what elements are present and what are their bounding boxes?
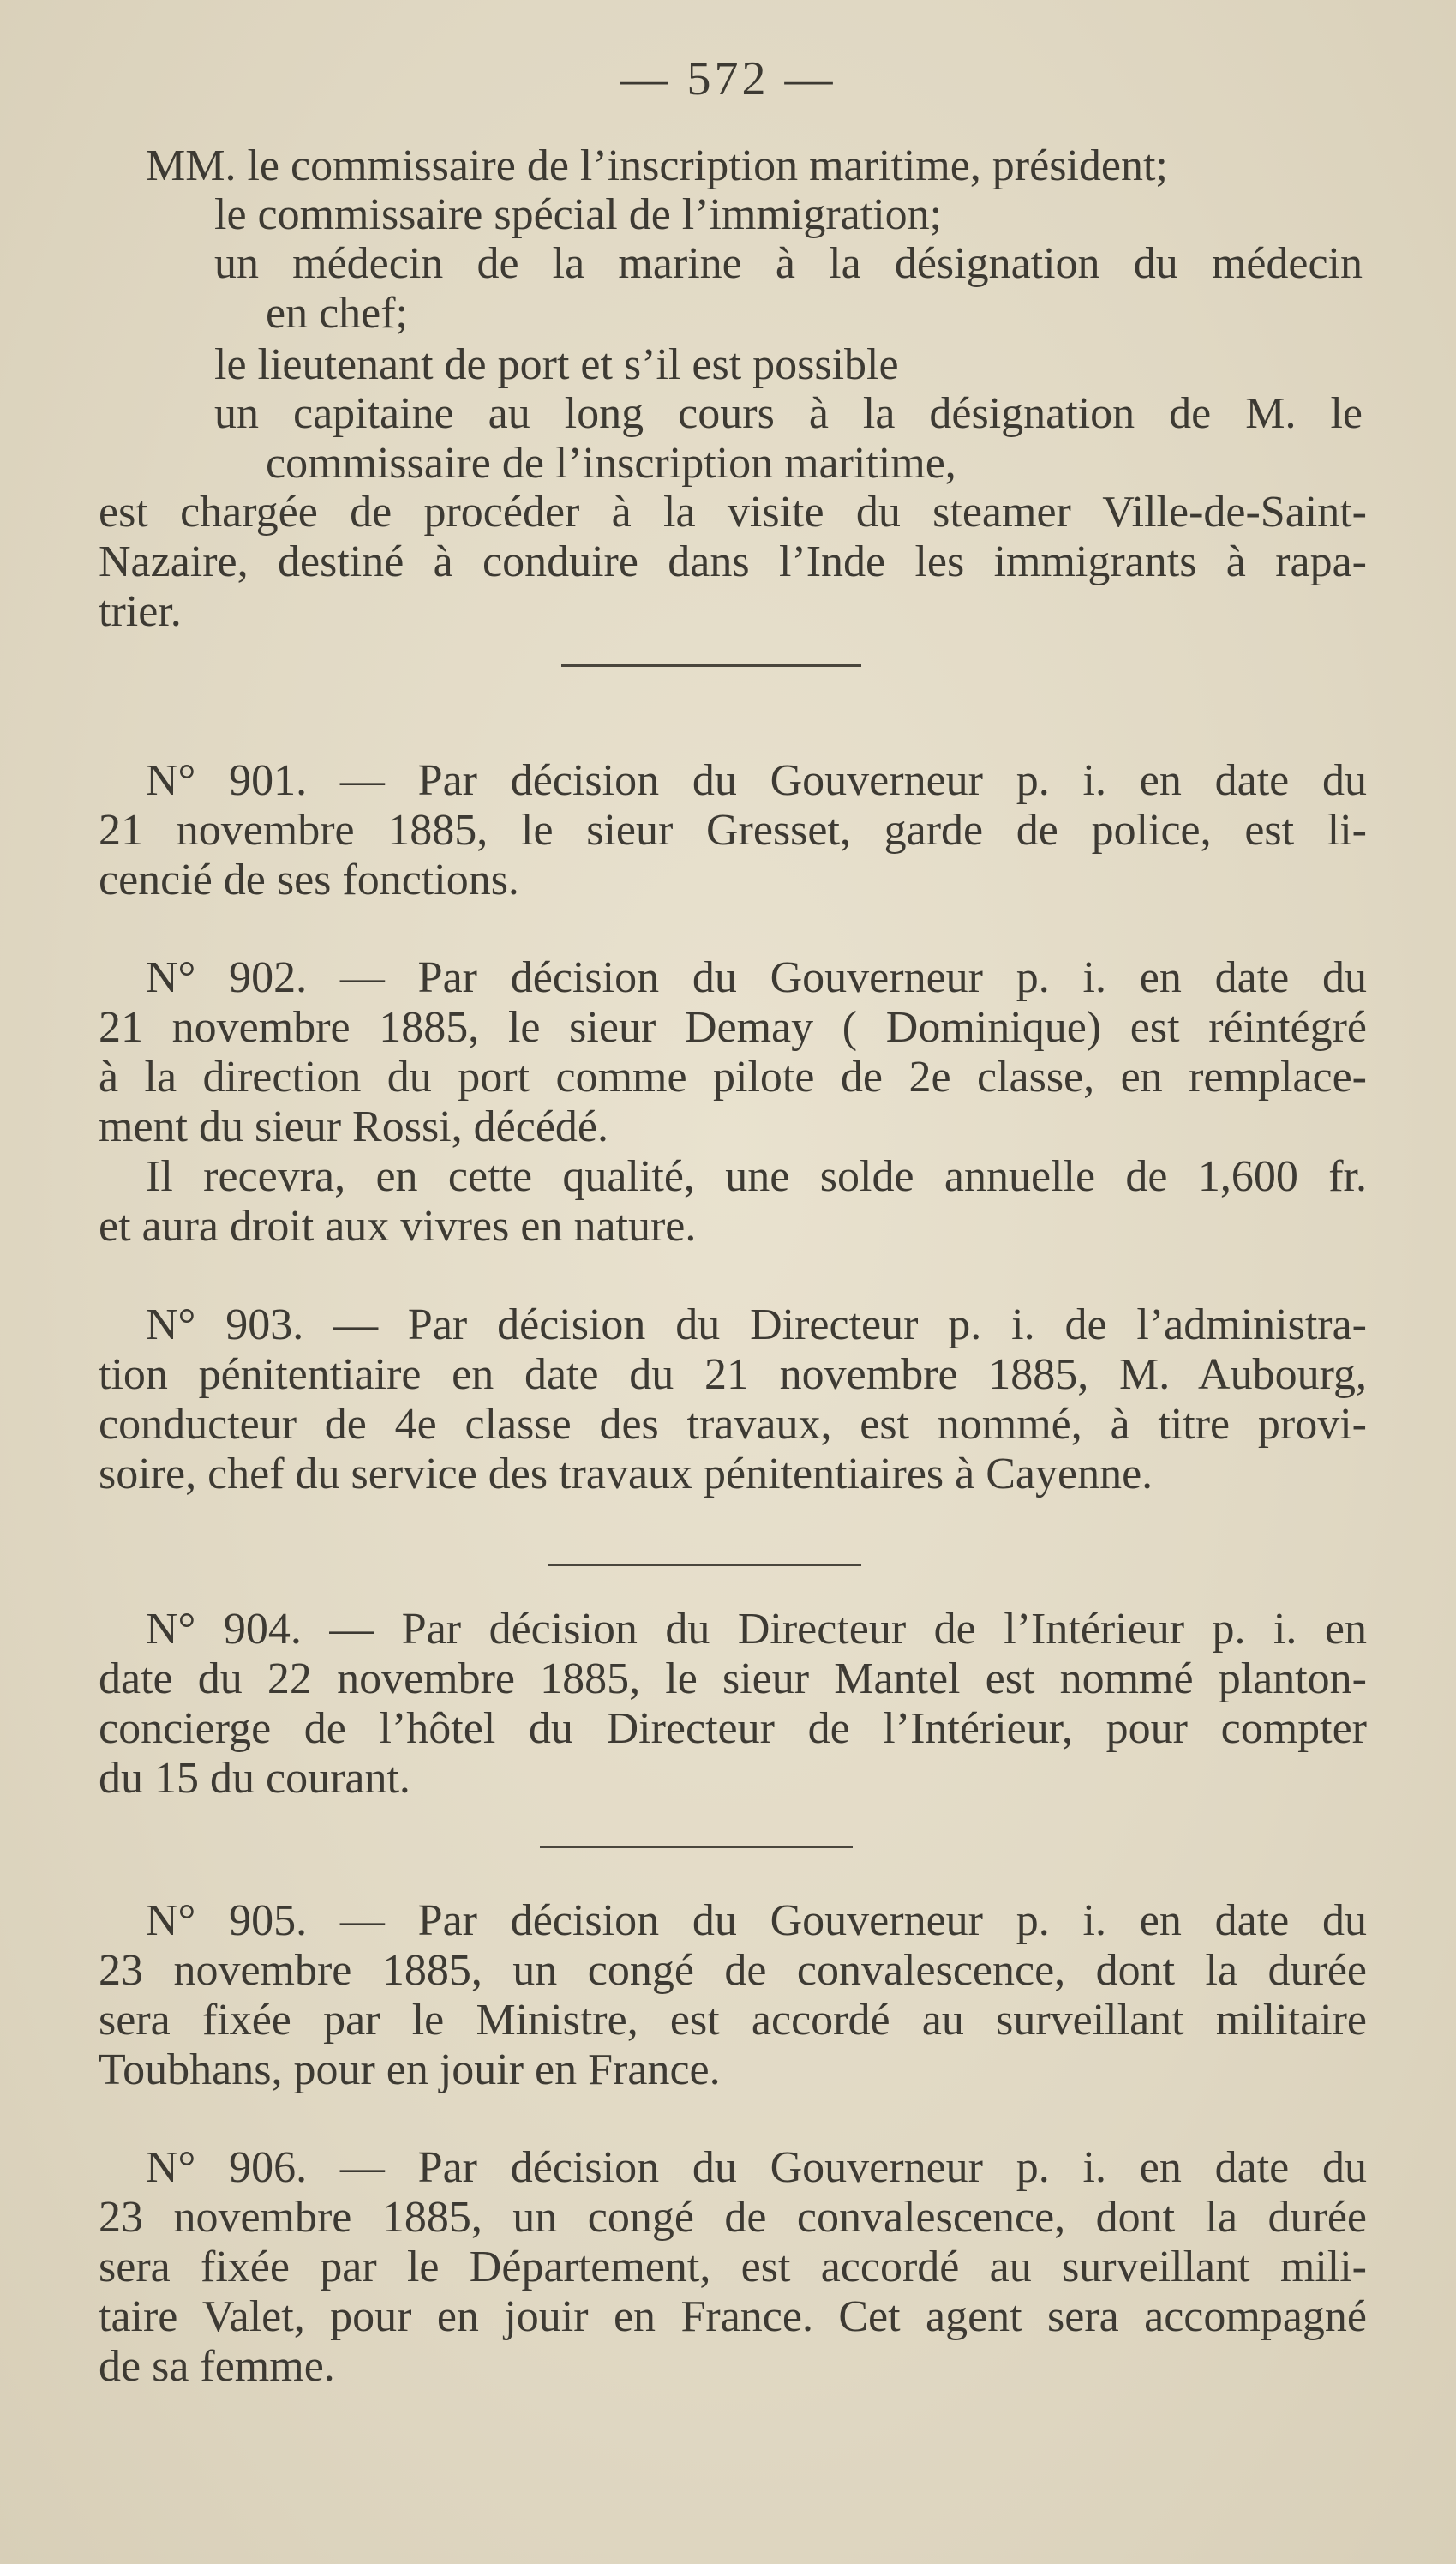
intro-line: trier. bbox=[99, 587, 182, 636]
entry-906-line: sera fixée par le Département, est accordé au surveillant mili- bbox=[99, 2243, 1367, 2291]
entry-904-line: concierge de l’hôtel du Directeur de l’Intérieur, pour compter bbox=[99, 1704, 1367, 1753]
entry-903-line: tion pénitentiaire en date du 21 novembre 1885, M. Aubourg, bbox=[99, 1350, 1367, 1399]
entry-903-line: conducteur de 4e classe des travaux, est nommé, à titre provi- bbox=[99, 1400, 1367, 1449]
entry-902-line: 21 novembre 1885, le sieur Demay ( Dominique) est réintégré bbox=[99, 1003, 1367, 1052]
entry-904-line: N° 904. — Par décision du Directeur de l’Intérieur p. i. en bbox=[146, 1605, 1367, 1654]
entry-905-line: N° 905. — Par décision du Gouverneur p. i. en date du bbox=[146, 1896, 1367, 1945]
entry-903-line: soire, chef du service des travaux pénitentiaires à Cayenne. bbox=[99, 1450, 1153, 1498]
entry-904-line: du 15 du courant. bbox=[99, 1754, 410, 1803]
entry-905-line: 23 novembre 1885, un congé de convalescence, dont la durée bbox=[99, 1946, 1367, 1995]
intro-line: commissaire de l’inscription maritime, bbox=[266, 439, 956, 488]
intro-line: MM. le commissaire de l’inscription maritime, président; bbox=[146, 141, 1168, 190]
intro-line: le commissaire spécial de l’immigration; bbox=[214, 190, 943, 239]
section-divider bbox=[548, 1564, 861, 1566]
entry-902-line: à la direction du port comme pilote de 2e classe, en remplace- bbox=[99, 1053, 1367, 1102]
entry-902-line: ment du sieur Rossi, décédé. bbox=[99, 1102, 608, 1151]
intro-line: Nazaire, destiné à conduire dans l’Inde les immigrants à rapa- bbox=[99, 537, 1367, 586]
intro-line: est chargée de procéder à la visite du steamer Ville-de-Saint- bbox=[99, 488, 1367, 537]
entry-901-line: 21 novembre 1885, le sieur Gresset, garde de police, est li- bbox=[99, 806, 1367, 855]
entry-903-line: N° 903. — Par décision du Directeur p. i. de l’administra- bbox=[146, 1300, 1367, 1349]
section-divider bbox=[561, 664, 861, 667]
entry-902-line: Il recevra, en cette qualité, une solde annuelle de 1,600 fr. bbox=[146, 1152, 1367, 1201]
entry-905-line: Toubhans, pour en jouir en France. bbox=[99, 2045, 721, 2094]
entry-904-line: date du 22 novembre 1885, le sieur Mantel est nommé planton- bbox=[99, 1654, 1367, 1703]
entry-901-line: N° 901. — Par décision du Gouverneur p. i. en date du bbox=[146, 756, 1367, 805]
entry-906-line: de sa femme. bbox=[99, 2342, 335, 2391]
section-divider bbox=[540, 1846, 853, 1848]
intro-line: en chef; bbox=[266, 289, 409, 338]
page-number: — 572 — bbox=[620, 52, 836, 105]
intro-line: le lieutenant de port et s’il est possible bbox=[214, 340, 899, 389]
entry-901-line: cencié de ses fonctions. bbox=[99, 856, 519, 904]
entry-902-line: N° 902. — Par décision du Gouverneur p. i. en date du bbox=[146, 953, 1367, 1002]
entry-906-line: 23 novembre 1885, un congé de convalescence, dont la durée bbox=[99, 2193, 1367, 2242]
entry-905-line: sera fixée par le Ministre, est accordé au surveillant militaire bbox=[99, 1996, 1367, 2045]
intro-line: un capitaine au long cours à la désignation de M. le bbox=[214, 389, 1363, 438]
intro-line: un médecin de la marine à la désignation du médecin bbox=[214, 239, 1363, 288]
entry-906-line: N° 906. — Par décision du Gouverneur p. i. en date du bbox=[146, 2143, 1367, 2192]
entry-906-line: taire Valet, pour en jouir en France. Cet agent sera accompagné bbox=[99, 2292, 1367, 2341]
entry-902-line: et aura droit aux vivres en nature. bbox=[99, 1202, 697, 1251]
